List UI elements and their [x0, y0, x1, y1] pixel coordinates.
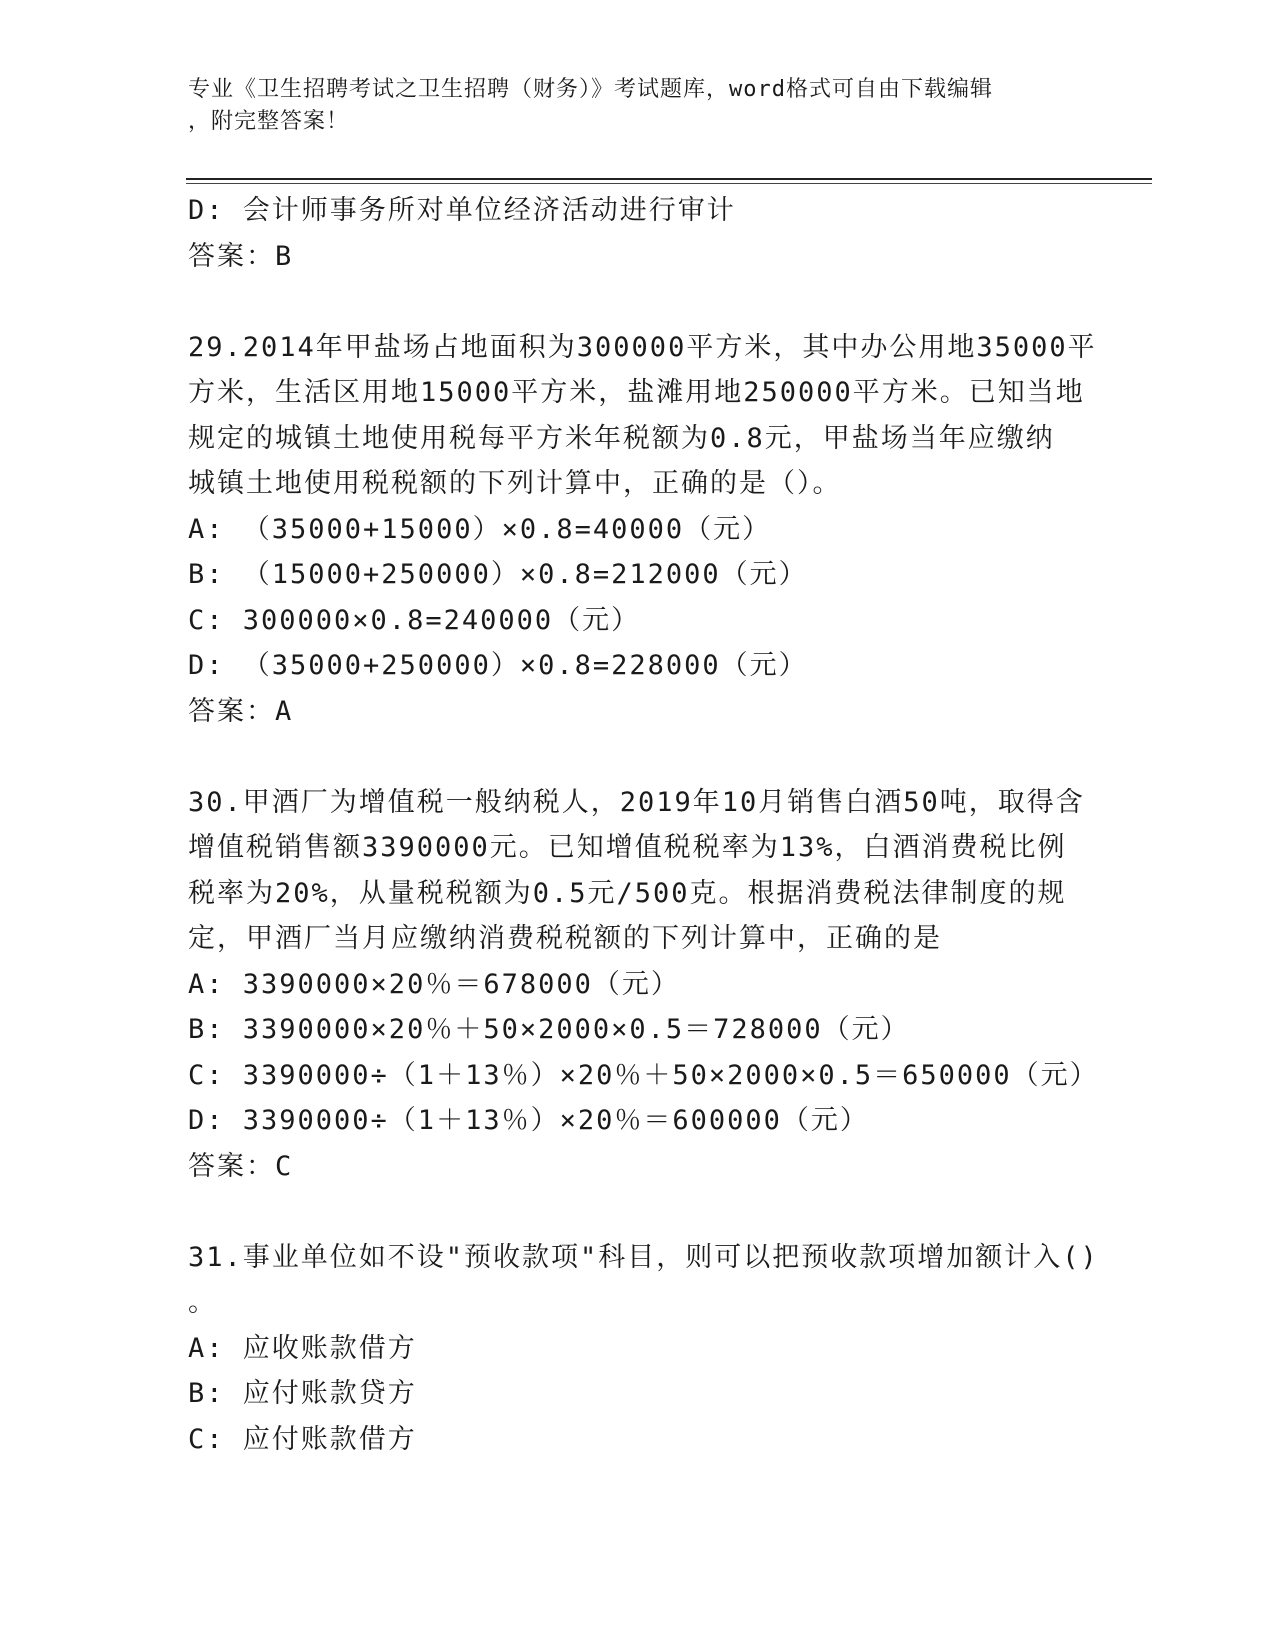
prev-option-d: D: 会计师事务所对单位经济活动进行审计 [188, 195, 736, 226]
header-divider-thin [186, 183, 1152, 184]
q29-stem-line-2: 方米，生活区用地15000平方米，盐滩用地250000平方米。已知当地 [188, 377, 1085, 408]
q29-option-c: C: 300000×0.8=240000（元） [188, 604, 641, 636]
q29-option-a: A: （35000+15000）×0.8=40000（元） [188, 513, 772, 545]
q30-option-b: B: 3390000×20％＋50×2000×0.5＝728000（元） [188, 1014, 910, 1045]
q30-stem-line-4: 定，甲酒厂当月应缴纳消费税税额的下列计算中，正确的是 [188, 923, 942, 954]
q30-option-a: A: 3390000×20％＝678000（元） [188, 968, 680, 1000]
q30-answer: 答案：C [188, 1150, 294, 1182]
document-header [188, 74, 1088, 138]
question-30 [188, 780, 1099, 1190]
header-line-1: 专业《卫生招聘考试之卫生招聘（财务）》考试题库，word格式可自由下载编辑 [188, 77, 993, 102]
question-29 [188, 325, 1097, 735]
spacer [188, 734, 1088, 780]
question-31 [188, 1235, 1099, 1463]
spacer [188, 279, 1088, 325]
question-content [188, 188, 1099, 1462]
q30-option-c: C: 3390000÷（1＋13％）×20％＋50×2000×0.5＝650000（元） [188, 1059, 1099, 1091]
q29-option-b: B: （15000+250000）×0.8=212000（元） [188, 559, 808, 590]
q31-stem-line-1: 31.事业单位如不设"预收款项"科目，则可以把预收款项增加额计入() [188, 1241, 1099, 1273]
q31-option-a: A: 应收账款借方 [188, 1332, 417, 1364]
q29-option-d: D: （35000+250000）×0.8=228000（元） [188, 650, 808, 681]
q30-stem-line-2: 增值税销售额3390000元。已知增值税税率为13%，白酒消费税比例 [188, 832, 1067, 863]
q30-stem-line-3: 税率为20%，从量税税额为0.5元/500克。根据消费税法律制度的规 [188, 877, 1067, 909]
spacer [188, 1189, 1088, 1235]
q31-stem-line-2: 。 [188, 1287, 217, 1318]
q29-answer: 答案：A [188, 695, 294, 727]
q29-stem-line-1: 29.2014年甲盐场占地面积为300000平方米，其中办公用地35000平 [188, 331, 1097, 363]
q30-option-d: D: 3390000÷（1＋13％）×20％＝600000（元） [188, 1105, 869, 1136]
q29-stem-line-4: 城镇土地使用税税额的下列计算中，正确的是（）。 [188, 468, 842, 499]
q31-option-c: C: 应付账款借方 [188, 1423, 417, 1455]
q29-stem-line-3: 规定的城镇土地使用税每平方米年税额为0.8元，甲盐场当年应缴纳 [188, 422, 1055, 454]
header-divider-thick [186, 178, 1152, 180]
q31-option-b: B: 应付账款贷方 [188, 1378, 417, 1409]
q30-stem-line-1: 30.甲酒厂为增值税一般纳税人，2019年10月销售白酒50吨，取得含 [188, 786, 1085, 818]
prev-answer: 答案：B [188, 240, 294, 272]
header-line-2: ，附完整答案！ [188, 109, 350, 134]
